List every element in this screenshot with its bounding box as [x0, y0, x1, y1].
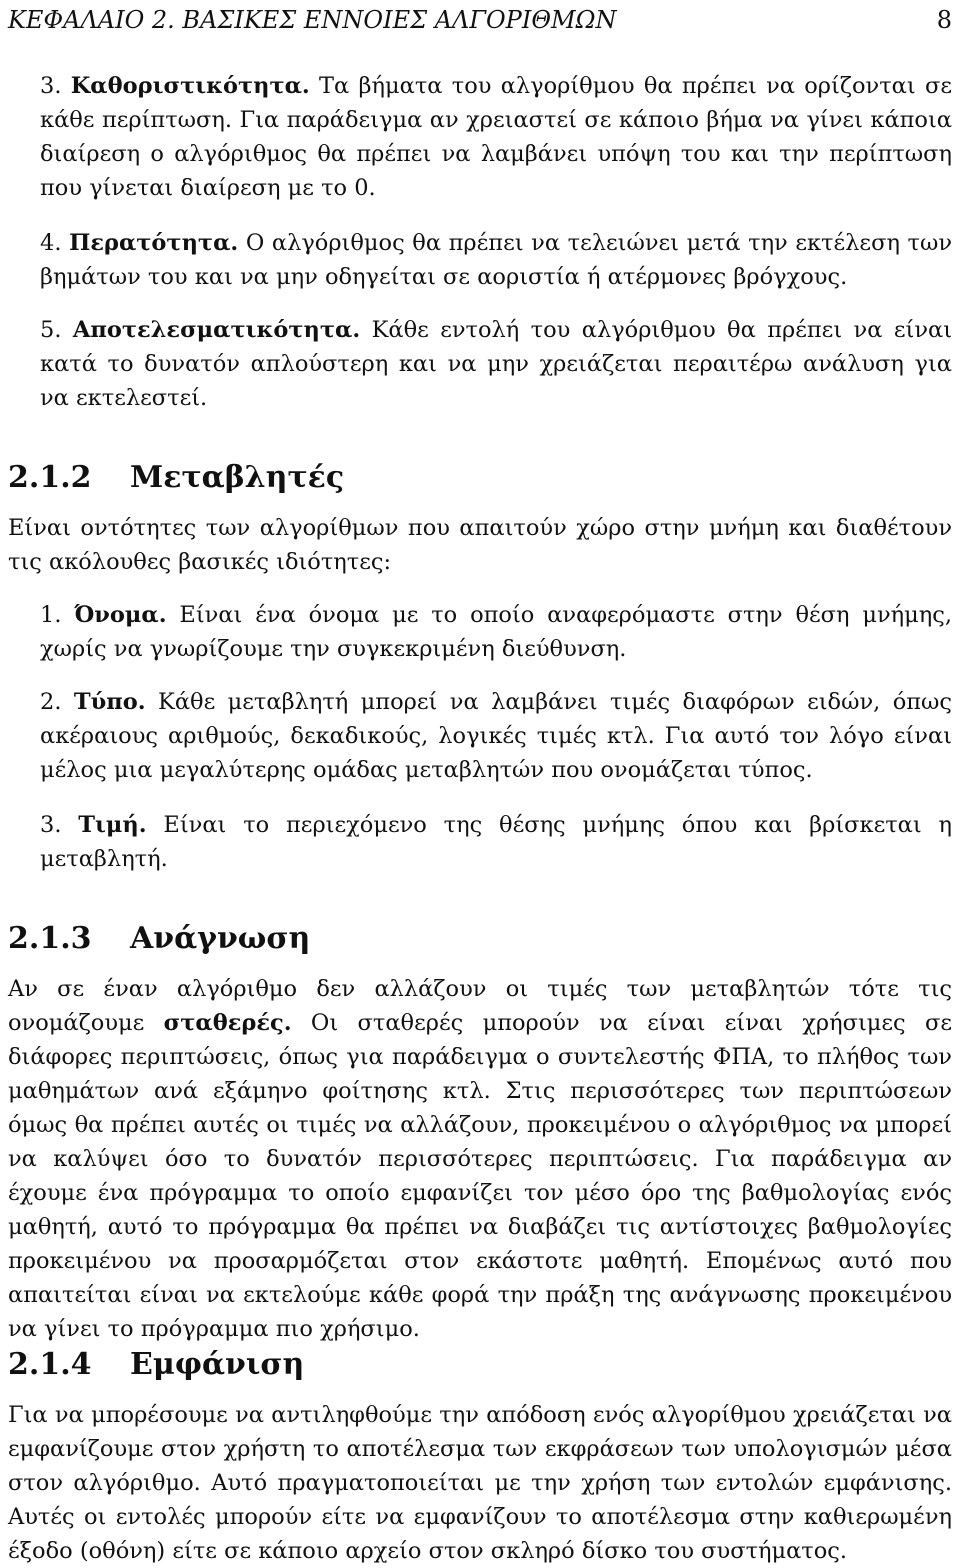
- section-title: Εμφάνιση: [130, 1347, 305, 1382]
- chapter-title: ΚΕΦΑΛΑΙΟ 2. ΒΑΣΙΚΕΣ ΕΝΝΟΙΕΣ ΑΛΓΟΡΙΘΜΩΝ: [8, 6, 617, 34]
- running-head: [8, 2, 952, 38]
- property-item-5: [40, 313, 952, 415]
- item-term: Τιμή.: [78, 812, 147, 838]
- item-text: Κάθε εντολή του αλγόριθμου θα πρέπει να είναι κατά το δυνατόν απλούστερη και να μην χρειάζεται περαιτέρω ανάλυση για να εκτελεστεί.: [40, 317, 953, 411]
- variable-property-item-1: [40, 598, 952, 666]
- variable-property-item-3: [40, 808, 952, 876]
- paragraph-text: Οι σταθερές μπορούν να είναι είναι χρήσιμες σε διάφορες περιπτώσεις, όπως για παράδειγμα ο συντελεστής ΦΠΑ, το πλήθος των μαθημάτων ανά εξάμηνο φοίτησης κτλ. Στις περισσότερες των περιπτώσεων όμως θα πρέπει αυτές οι τιμές να αλλάζουν, προκειμένου ο αλγόριθμος να μπορεί να καλύψει όσο το δυνατόν περισσότερες περιπτώσεις. Για παράδειγμα αν έχουμε ένα πρόγραμμα το οποίο εμφανίζει τον μέσο όρο της βαθμολογίας ενός μαθητή, αυτό το πρόγραμμα θα πρέπει να διαβάζει τις αντίστοιχες βαθμολογίες προκειμένου να προσαρμόζεται στον εκάστοτε μαθητή. Επομένως αυτό που απαιτείται είναι να εκτελούμε κάθε φορά την πράξη της ανάγνωσης προκειμένου να γίνει το πρόγραμμα πιο χρήσιμο.: [8, 1010, 953, 1342]
- section-heading-variables: [8, 458, 952, 498]
- section-number: 2.1.2: [8, 460, 92, 495]
- item-number: 5.: [40, 317, 62, 343]
- item-text: Είναι το περιεχόμενο της θέσης μνήμης όπου και βρίσκεται η μεταβλητή.: [40, 812, 952, 872]
- section-heading-output: [8, 1345, 952, 1385]
- paragraph-text: Αν σε έναν αλγόριθμο δεν αλλάζουν οι τιμές των μεταβλητών τότε τις ονομάζουμε: [8, 976, 952, 1036]
- item-term: Αποτελεσματικότητα.: [72, 317, 361, 343]
- section-heading-input: [8, 919, 952, 959]
- item-number: 4.: [40, 230, 62, 256]
- item-term: Όνομα.: [74, 602, 167, 628]
- item-number: 3.: [40, 73, 62, 99]
- item-number: 3.: [40, 812, 62, 838]
- item-text: Τα βήματα του αλγορίθμου θα πρέπει να ορίζονται σε κάθε περίπτωση. Για παράδειγμα αν χρειαστεί σε κάποιο βήμα να γίνει κάποια διαίρεση ο αλγόριθμος θα πρέπει να λαμβάνει υπόψη του και την περίπτωση που γίνεται διαίρεση με το 0.: [40, 73, 952, 201]
- item-term: Περατότητα.: [69, 230, 239, 256]
- paragraph-output: Για να μπορέσουμε να αντιληφθούμε την απόδοση ενός αλγορίθμου χρειάζεται να εμφανίζουμε στον χρήστη το αποτέλεσμα των εκφράσεων των υπολογισμών μέσα στον αλγόριθμο. Αυτό πραγματοποιείται με την χρήση των εντολών εμφάνισης. Αυτές οι εντολές μπορούν είτε να εμφανίζουν το αποτέλεσμα στην καθιερωμένη έξοδο (οθόνη) είτε σε κάποιο αρχείο στον σκληρό δίσκο του συστήματος.: [8, 1402, 952, 1564]
- item-number: 1.: [40, 602, 62, 628]
- variable-property-item-2: [40, 685, 952, 787]
- page-number: 8: [936, 6, 952, 34]
- item-number: 2.: [40, 689, 62, 715]
- paragraph-input: [8, 972, 952, 1346]
- item-text: Κάθε μεταβλητή μπορεί να λαμβάνει τιμές διαφόρων ειδών, όπως ακέραιους αριθμούς, δεκαδικούς, λογικές τιμές κτλ. Για αυτό τον λόγο είναι μέλος μια μεγαλύτερης ομάδας μεταβλητών που ονομάζεται τύπος.: [40, 689, 952, 783]
- key-term-constants: σταθερές.: [163, 1010, 292, 1036]
- section-number: 2.1.3: [8, 921, 92, 956]
- section-title: Ανάγνωση: [130, 921, 311, 956]
- property-item-4: [40, 226, 952, 294]
- item-term: Καθοριστικότητα.: [70, 73, 310, 99]
- item-term: Τύπο.: [73, 689, 146, 715]
- section-number: 2.1.4: [8, 1347, 92, 1382]
- paragraph-variables-intro: Είναι οντότητες των αλγορίθμων που απαιτούν χώρο στην μνήμη και διαθέτουν τις ακόλουθες βασικές ιδιότητες:: [8, 515, 952, 575]
- item-text: Είναι ένα όνομα με το οποίο αναφερόμαστε στην θέση μνήμης, χωρίς να γνωρίζουμε την συγκεκριμένη διεύθυνση.: [40, 602, 952, 662]
- section-title: Μεταβλητές: [130, 460, 345, 495]
- property-item-3: [40, 69, 952, 205]
- item-text: Ο αλγόριθμος θα πρέπει να τελειώνει μετά την εκτέλεση των βημάτων του και να μην οδηγείται σε αοριστία ή ατέρμονες βρόγχους.: [40, 230, 952, 290]
